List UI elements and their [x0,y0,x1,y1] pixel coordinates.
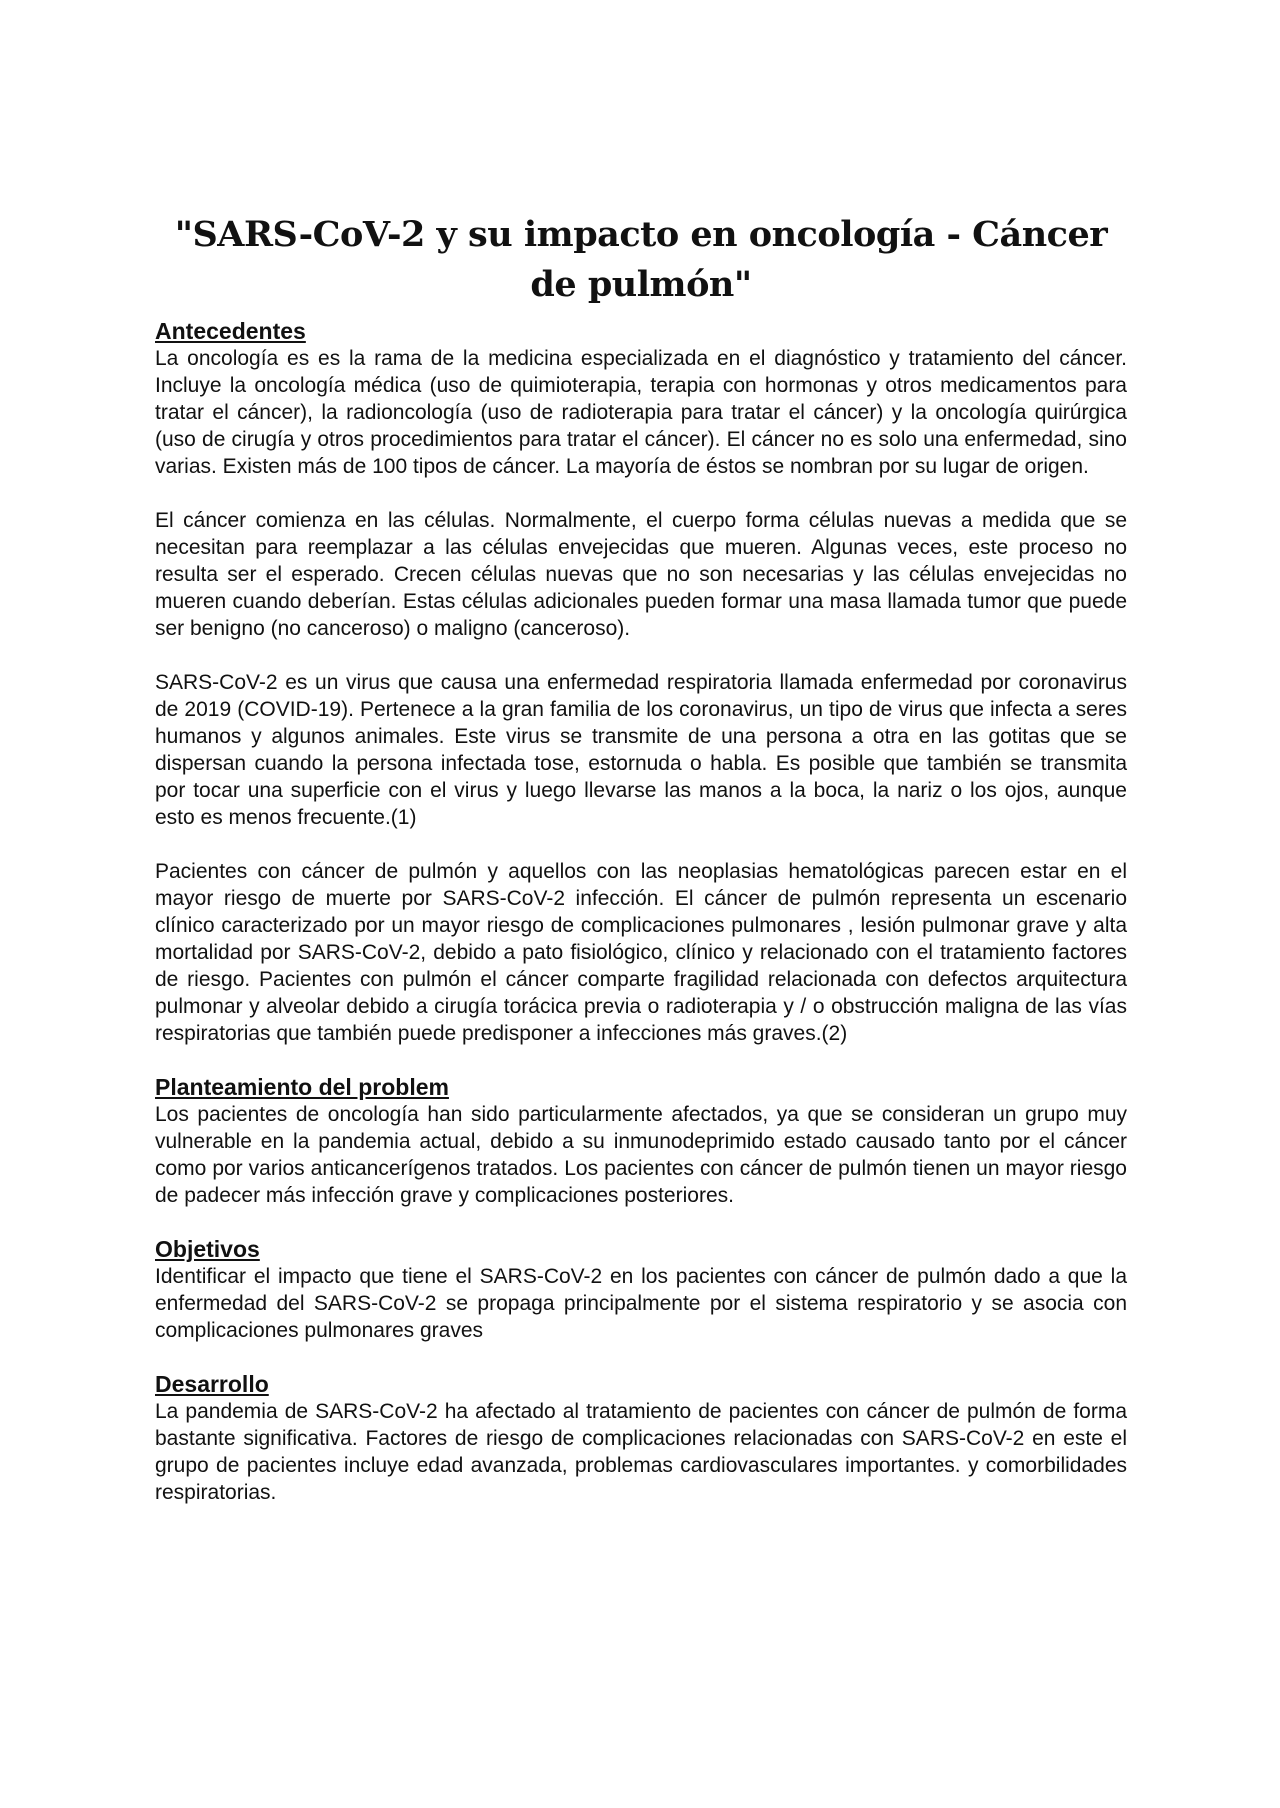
paragraph-spacer [155,831,1127,858]
paragraph-objetivos-1: Identificar el impacto que tiene el SARS-CoV-2 en los pacientes con cáncer de pulmón dado a que la enfermedad del SARS-CoV-2 se propaga principalmente por el sistema respiratorio y se asocia con complicaciones pulmonares graves [155,1265,1127,1342]
paragraph-spacer [155,480,1127,507]
paragraph-antecedentes-4: Pacientes con cáncer de pulmón y aquellos con las neoplasias hematológicas parecen estar en el mayor riesgo de muerte por SARS-CoV-2 infección. El cáncer de pulmón representa un escenario clínico caracterizado por un mayor riesgo de complicaciones pulmonares , lesión pulmonar grave y alta mortalidad por SARS-CoV-2, debido a pato fisiológico, clínico y relacionado con el tratamiento factores de riesgo. Pacientes con pulmón el cáncer comparte fragilidad relacionada con defectos arquitectura pulmonar y alveolar debido a cirugía torácica previa o radioterapia y / o obstrucción maligna de las vías respiratorias que también puede predisponer a infecciones más graves.(2) [155,860,1127,1045]
section-heading-desarrollo: Desarrollo [155,1371,269,1397]
paragraph-spacer [155,1047,1127,1074]
document-title: "SARS-CoV-2 y su impacto en oncología - Cáncer de pulmón" [174,214,1108,305]
paragraph-desarrollo-1: La pandemia de SARS-CoV-2 ha afectado al tratamiento de pacientes con cáncer de pulmón de forma bastante significativa. Factores de riesgo de complicaciones relacionadas con SARS-CoV-2 en este el grupo de pacientes incluye edad avanzada, problemas cardiovasculares importantes. y comorbilidades respiratorias. [155,1400,1127,1504]
paragraph-planteamiento-1: Los pacientes de oncología han sido particularmente afectados, ya que se consideran un grupo muy vulnerable en la pandemia actual, debido a su inmunodeprimido estado causado tanto por el cáncer como por varios anticancerígenos tratados. Los pacientes con cáncer de pulmón tienen un mayor riesgo de padecer más infección grave y complicaciones posteriores. [155,1103,1127,1207]
section-heading-planteamiento: Planteamiento del problem [155,1074,449,1100]
paragraph-spacer [155,642,1127,669]
paragraph-antecedentes-2: El cáncer comienza en las células. Normalmente, el cuerpo forma células nuevas a medida que se necesitan para reemplazar a las células envejecidas que mueren. Algunas veces, este proceso no resulta ser el esperado. Crecen células nuevas que no son necesarias y las células envejecidas no mueren cuando deberían. Estas células adicionales pueden formar una masa llamada tumor que puede ser benigno (no canceroso) o maligno (canceroso). [155,509,1127,640]
section-heading-antecedentes: Antecedentes [155,318,306,344]
section-heading-objetivos: Objetivos [155,1236,260,1262]
paragraph-spacer [155,1209,1127,1236]
document-body [155,210,1127,1506]
paragraph-antecedentes-1: La oncología es es la rama de la medicina especializada en el diagnóstico y tratamiento del cáncer. Incluye la oncología médica (uso de quimioterapia, terapia con hormonas y otros medicamentos para tratar el cáncer), la radioncología (uso de radioterapia para tratar el cáncer) y la oncología quirúrgica (uso de cirugía y otros procedimientos para tratar el cáncer). El cáncer no es solo una enfermedad, sino varias. Existen más de 100 tipos de cáncer. La mayoría de éstos se nombran por su lugar de origen. [155,347,1127,478]
paragraph-antecedentes-3: SARS-CoV-2 es un virus que causa una enfermedad respiratoria llamada enfermedad por coronavirus de 2019 (COVID-19). Pertenece a la gran familia de los coronavirus, un tipo de virus que infecta a seres humanos y algunos animales. Este virus se transmite de una persona a otra en las gotitas que se dispersan cuando la persona infectada tose, estornuda o habla. Es posible que también se transmita por tocar una superficie con el virus y luego llevarse las manos a la boca, la nariz o los ojos, aunque esto es menos frecuente.(1) [155,671,1127,829]
paragraph-spacer [155,1344,1127,1371]
